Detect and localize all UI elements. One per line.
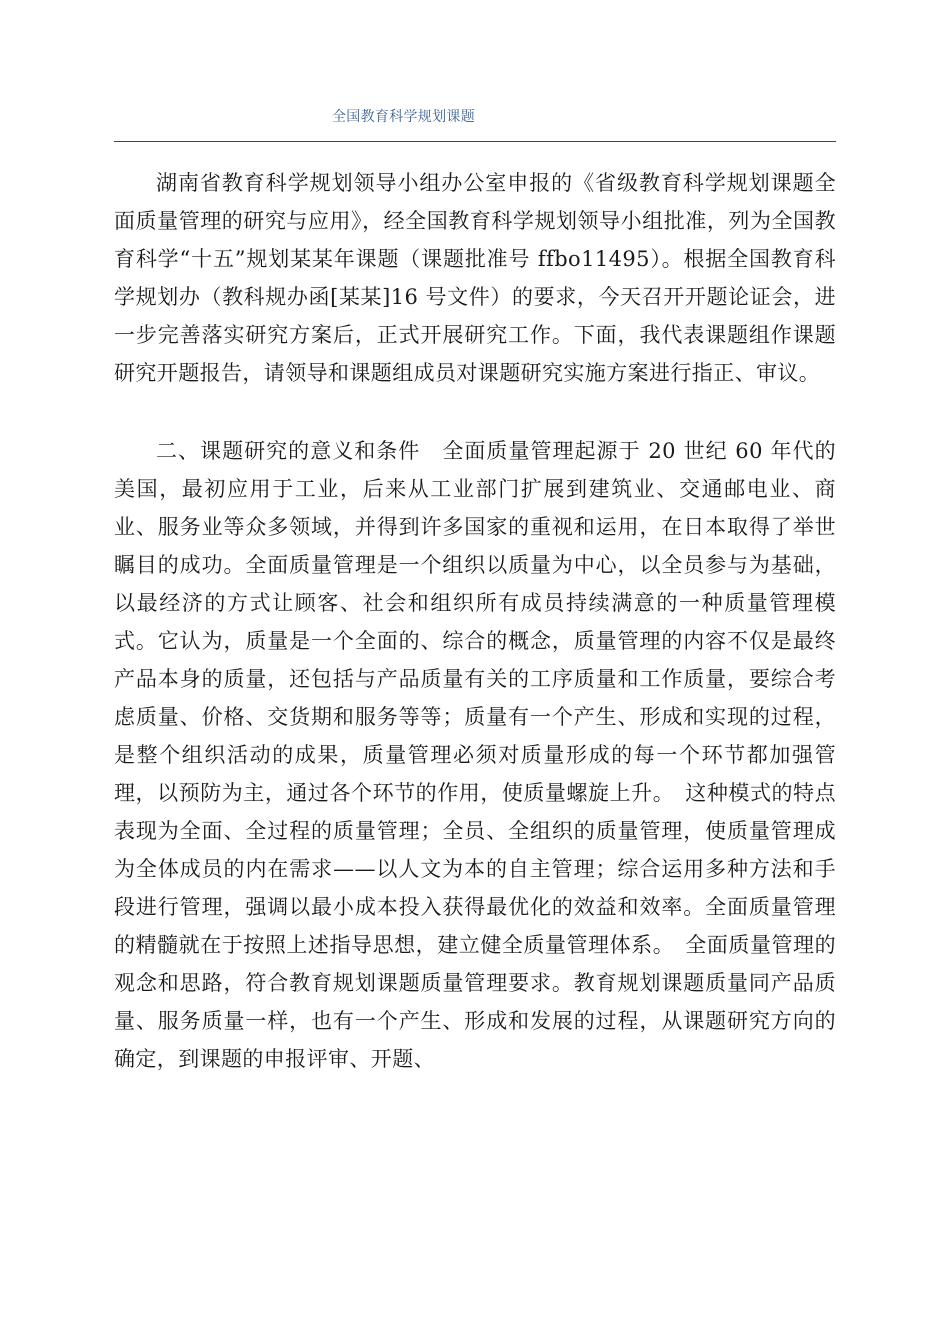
page-header xyxy=(114,100,836,142)
header-title: 全国教育科学规划课题 xyxy=(332,109,475,125)
paragraph-significance: 二、课题研究的意义和条件 全面质量管理起源于 20 世纪 60 年代的美国，最初应用于工业，后来从工业部门扩展到建筑业、交通邮电业、商业、服务业等众多领域，并得到许多国家的重视和运用，在日本取得了举世瞩目的成功。全面质量管理是一个组织以质量为中心，以全员参与为基础，以最经济的方式让顾客、社会和组织所有成员持续满意的一种质量管理模式。它认为，质量是一个全面的、综合的概念，质量管理的内容不仅是最终产品本身的质量，还包括与产品质量有关的工序质量和工作质量，要综合考虑质量、价格、交货期和服务等等；质量有一个产生、形成和实现的过程，是整个组织活动的成果，质量管理必须对质量形成的每一个环节都加强管理，以预防为主，通过各个环节的作用，使质量螺旋上升。 这种模式的特点表现为全面、全过程的质量管理；全员、全组织的质量管理，使质量管理成为全体成员的内在需求——以人文为本的自主管理；综合运用多种方法和手段进行管理，强调以最小成本投入获得最优化的效益和效率。全面质量管理的精髓就在于按照上述指导思想，建立健全质量管理体系。 全面质量管理的观念和思路，符合教育规划课题质量管理要求。教育规划课题质量同产品质量、服务质量一样，也有一个产生、形成和发展的过程，从课题研究方向的确定，到课题的申报评审、开题、 xyxy=(114,439,836,1071)
document-body xyxy=(114,164,836,1078)
paragraph-intro: 湖南省教育科学规划领导小组办公室申报的《省级教育科学规划课题全面质量管理的研究与应用》，经全国教育科学规划领导小组批准，列为全国教育科学“十五”规划某某年课题（课题批准号 ffbo11495）。根据全国教育科学规划办（教科规办函[某某]16 号文件）的要求，今天召开开题论证会，进一步完善落实研究方案后，正式开展研究工作。下面，我代表课题组作课题研究开题报告，请领导和课题组成员对课题研究实施方案进行指正、审议。 xyxy=(114,171,836,385)
